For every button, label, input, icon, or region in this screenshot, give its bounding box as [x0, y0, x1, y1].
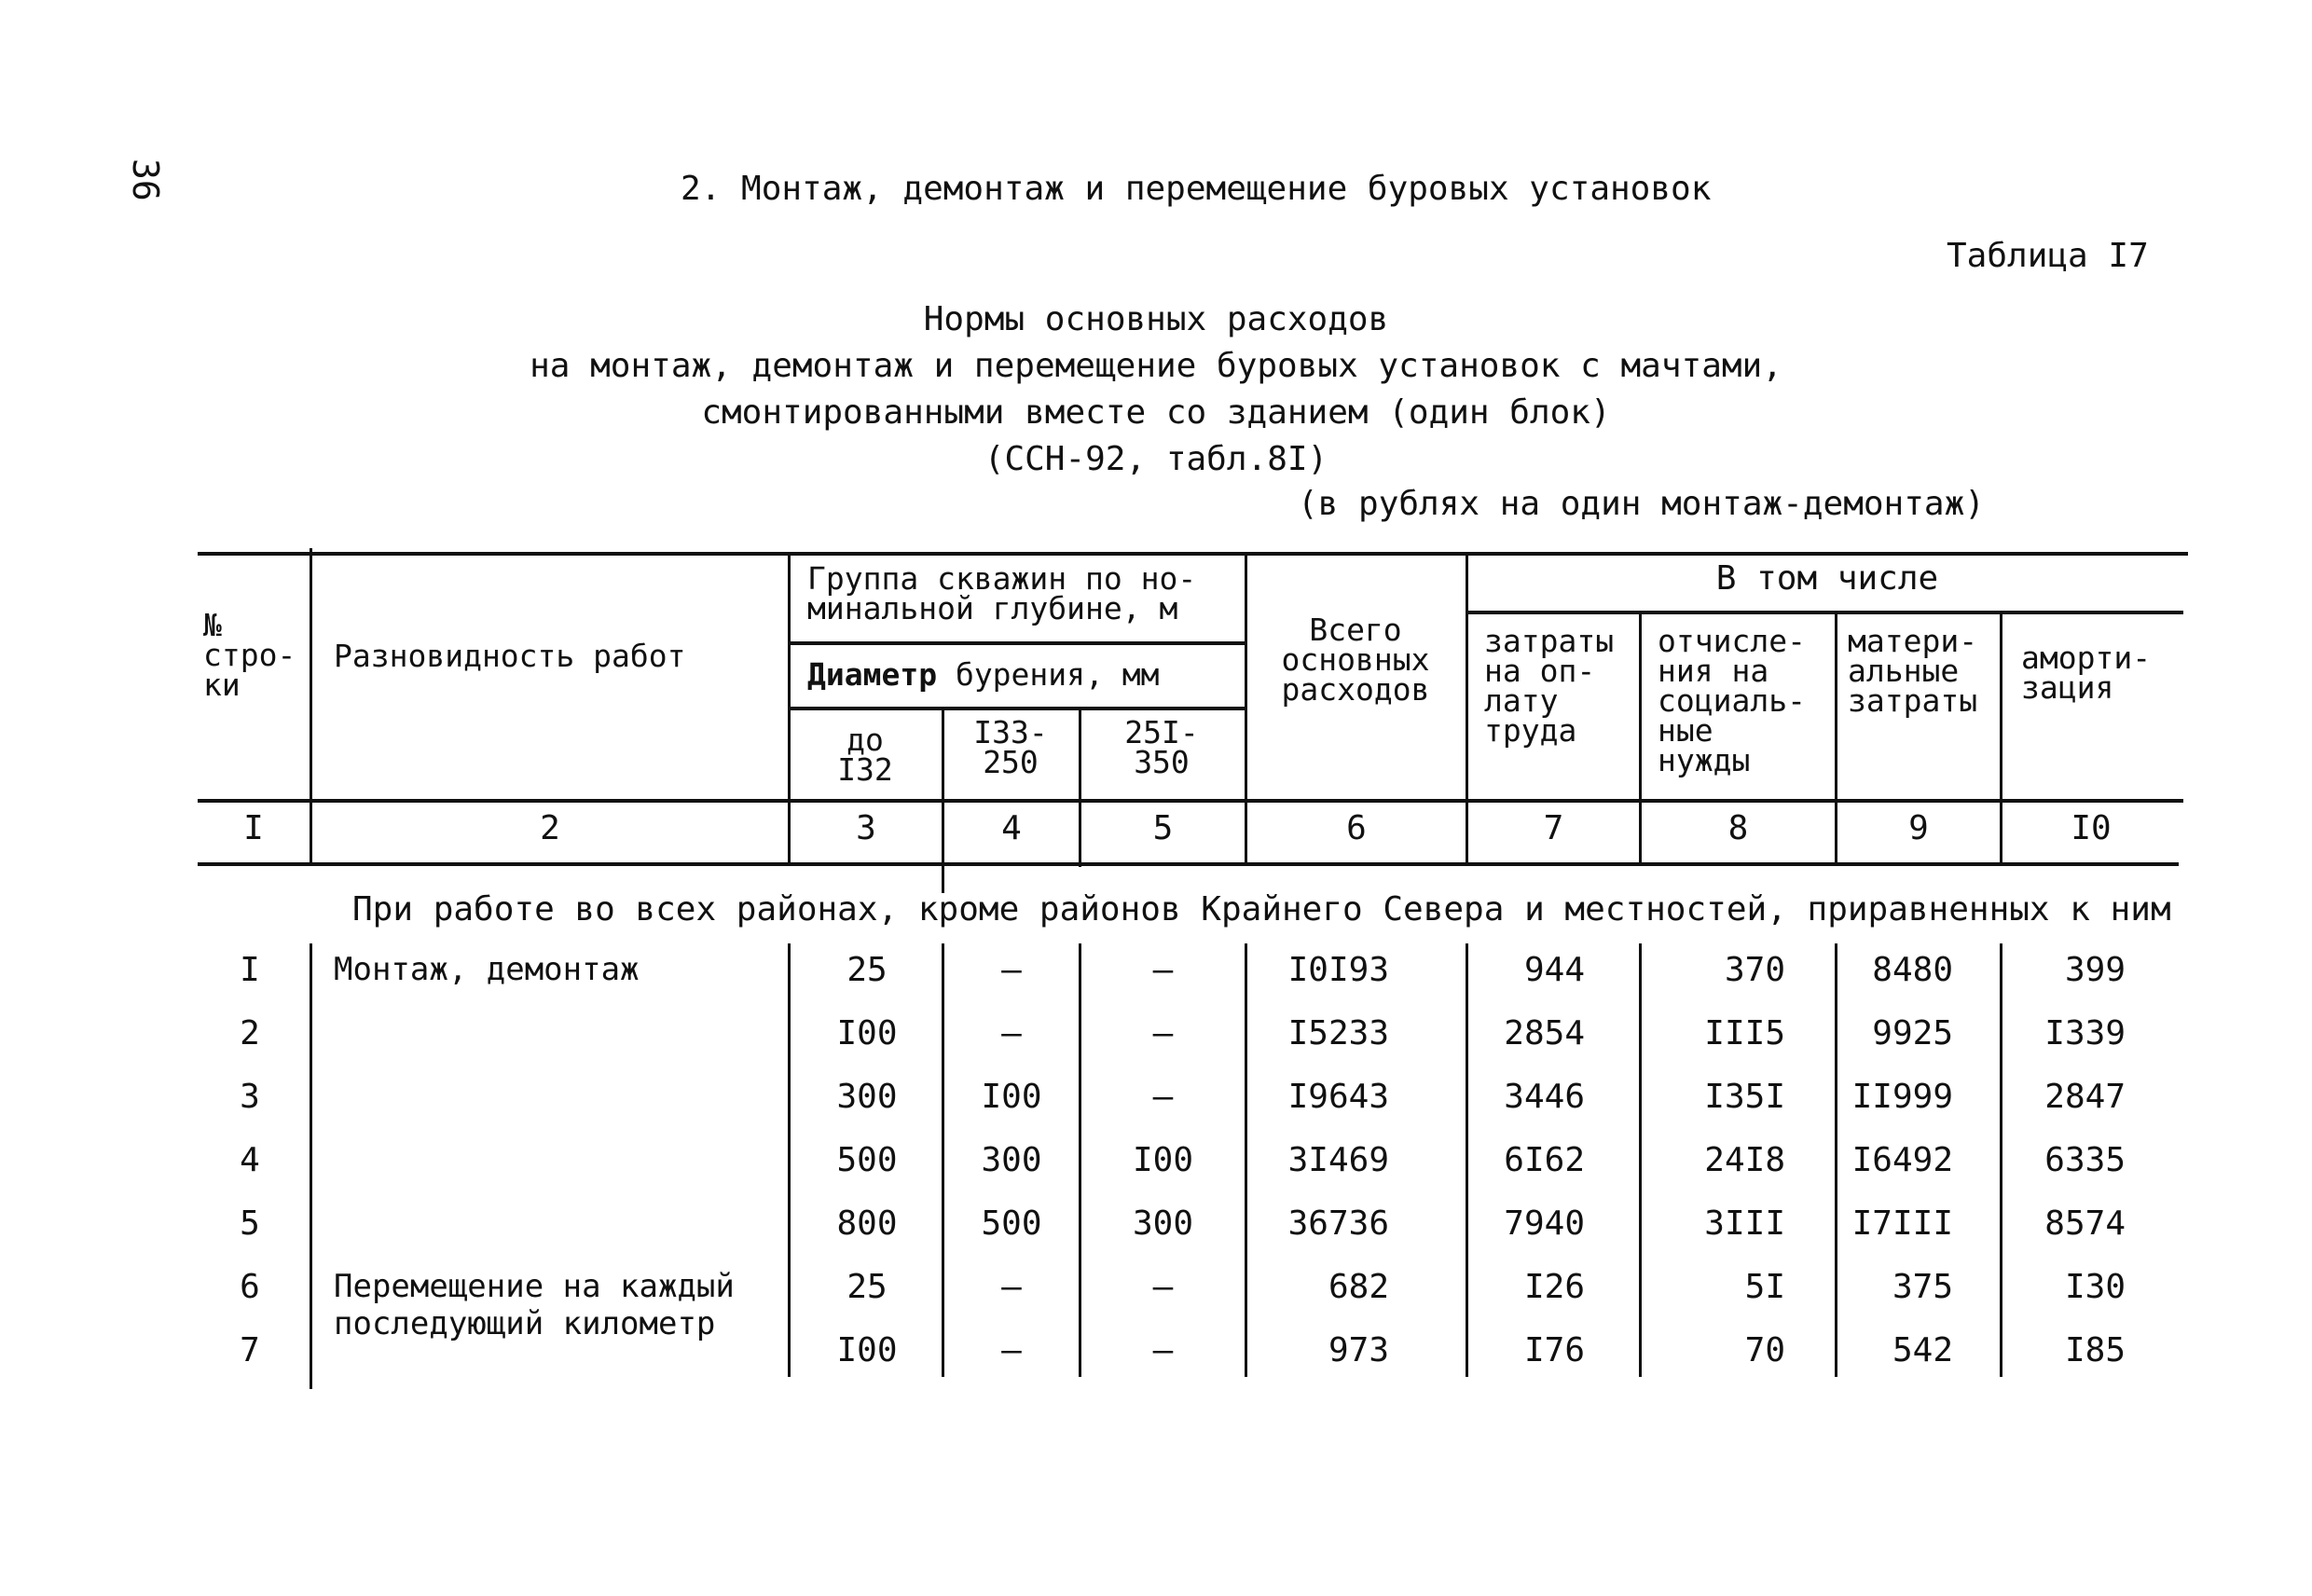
header-d3: [1081, 714, 1242, 780]
col-number: 2: [540, 809, 560, 847]
header-c9-line: затраты: [1848, 682, 1978, 719]
cell-material: 375: [1892, 1268, 1953, 1306]
caption-line-1: Нормы основных расходов: [923, 300, 1389, 338]
cell-depreciation: 399: [2064, 951, 2126, 989]
cell-d1: 800: [836, 1204, 898, 1243]
header-work-type: Разновидность работ: [334, 638, 686, 674]
cell-depreciation: I85: [2064, 1331, 2126, 1369]
cell-material: II999: [1851, 1078, 1953, 1116]
header-c10-line: зация: [2021, 669, 2114, 706]
cell-d1: 25: [846, 1268, 888, 1306]
header-d2-line: 250: [983, 744, 1039, 780]
body-divider-2: [788, 943, 791, 1377]
header-depth-group: [807, 560, 1245, 626]
cell-d2: –: [1001, 1331, 1022, 1369]
header-d3-line: 25I-: [1124, 714, 1199, 750]
colnum-bottom-rule: [198, 862, 2179, 866]
header-row-no-line: ки: [203, 667, 241, 703]
cell-d3: –: [1152, 1078, 1174, 1116]
body-divider-1: [310, 943, 312, 1389]
cell-social: I35I: [1704, 1078, 1785, 1116]
header-d1-line: I32: [837, 751, 893, 788]
cell-social: 370: [1724, 951, 1785, 989]
cell-d1: I00: [836, 1331, 898, 1369]
cell-work-type: Перемещение на каждый: [334, 1268, 735, 1305]
cell-social: III5: [1704, 1014, 1785, 1053]
cell-social: 70: [1744, 1331, 1785, 1369]
header-depreciation: [2021, 640, 2180, 706]
col-number: 5: [1152, 809, 1174, 847]
cell-labor: 3446: [1504, 1078, 1585, 1116]
cell-d3: I00: [1132, 1141, 1194, 1179]
row-number: I: [240, 951, 260, 989]
cell-d1: 25: [846, 951, 888, 989]
row-number: 3: [240, 1078, 260, 1116]
cell-d3: –: [1152, 951, 1174, 989]
diameter-rule: [788, 707, 1245, 710]
including-rule: [1466, 611, 2183, 614]
section-title: 2. Монтаж, демонтаж и перемещение буровых установок: [681, 170, 1712, 208]
cell-depreciation: 2847: [2044, 1078, 2126, 1116]
cell-work-type: Монтаж, демонтаж: [334, 951, 640, 988]
header-c9-line: матери-: [1848, 623, 1978, 659]
row-number: 2: [240, 1014, 260, 1053]
cell-d3: –: [1152, 1268, 1174, 1306]
cell-total: I9643: [1287, 1078, 1389, 1116]
col-number: 9: [1908, 809, 1929, 847]
page-number: 36: [125, 158, 166, 201]
cell-depreciation: 8574: [2044, 1204, 2126, 1243]
cell-d1: 500: [836, 1141, 898, 1179]
cell-total: 36736: [1287, 1204, 1389, 1243]
cell-d3: –: [1152, 1331, 1174, 1369]
header-bottom-rule: [198, 799, 2183, 803]
header-c8-line: отчисле-: [1658, 623, 1806, 659]
cell-d1: 300: [836, 1078, 898, 1116]
body-divider-7: [1639, 943, 1642, 1377]
header-total-line: основных: [1281, 641, 1430, 678]
header-material-costs: [1848, 623, 1997, 719]
header-c8-line: социаль-: [1658, 682, 1806, 719]
cell-labor: 6I62: [1504, 1141, 1585, 1179]
cell-d3: 300: [1132, 1204, 1194, 1243]
col-number: 3: [856, 809, 876, 847]
body-divider-6: [1466, 943, 1468, 1377]
cell-d3: –: [1152, 1014, 1174, 1053]
cell-depreciation: I30: [2064, 1268, 2126, 1306]
header-c7-line: затраты: [1484, 623, 1615, 659]
cell-social: 3III: [1704, 1204, 1785, 1243]
header-c8-line: ния на: [1658, 653, 1769, 689]
header-d2: [944, 714, 1077, 780]
header-total-line: Всего: [1309, 612, 1402, 648]
cell-d1: I00: [836, 1014, 898, 1053]
header-including: В том числе: [1715, 559, 1939, 598]
header-total-line: расходов: [1281, 671, 1430, 708]
cell-material: 9925: [1872, 1014, 1953, 1053]
header-c9-line: альные: [1848, 653, 1960, 689]
cell-material: 542: [1892, 1331, 1953, 1369]
cell-material: I6492: [1851, 1141, 1953, 1179]
header-row-no-line: стро-: [203, 637, 296, 673]
cell-labor: I76: [1523, 1331, 1585, 1369]
body-divider-5: [1245, 943, 1247, 1377]
col-number: 4: [1001, 809, 1022, 847]
table-label: Таблица I7: [1947, 237, 2149, 275]
header-c7-line: труда: [1484, 712, 1577, 749]
cell-d2: 300: [981, 1141, 1042, 1179]
row-number: 6: [240, 1268, 260, 1306]
header-labor-cost: [1484, 623, 1638, 749]
body-divider-9: [2000, 943, 2002, 1377]
row-number: 5: [240, 1204, 260, 1243]
section-row: При работе во всех районах, кроме районов Крайнего Севера и местностей, приравненных к ним: [352, 890, 2171, 929]
cell-social: 5I: [1744, 1268, 1785, 1306]
header-social-charges: [1658, 623, 1835, 778]
header-d1-line: до: [846, 722, 884, 758]
cell-labor: I26: [1523, 1268, 1585, 1306]
header-c7-line: на оп-: [1484, 653, 1596, 689]
cell-d2: –: [1001, 1014, 1022, 1053]
header-depth-line: Группа скважин по но-: [807, 560, 1197, 597]
cell-labor: 7940: [1504, 1204, 1585, 1243]
row-number: 7: [240, 1331, 260, 1369]
header-depth-line: минальной глубине, м: [807, 590, 1178, 626]
cell-depreciation: I339: [2044, 1014, 2126, 1053]
cell-d2: 500: [981, 1204, 1042, 1243]
cell-d2: –: [1001, 1268, 1022, 1306]
header-row-no: [203, 607, 306, 703]
cell-total: 682: [1328, 1268, 1389, 1306]
col-number: 6: [1346, 809, 1367, 847]
cell-total: I0I93: [1287, 951, 1389, 989]
cell-material: 8480: [1872, 951, 1953, 989]
cell-labor: 2854: [1504, 1014, 1585, 1053]
header-c7-line: лату: [1484, 682, 1559, 719]
caption-line-3: смонтированными вместе со зданием (один блок): [701, 393, 1611, 432]
cell-material: I7III: [1851, 1204, 1953, 1243]
header-c8-line: ные: [1658, 712, 1713, 749]
col-number: 7: [1543, 809, 1564, 847]
header-row-no-line: №: [203, 607, 222, 643]
row-number: 4: [240, 1141, 260, 1179]
col-number: I0: [2071, 809, 2112, 847]
header-diameter: [807, 656, 1245, 693]
header-d2-line: I33-: [973, 714, 1048, 750]
col-number: 8: [1727, 809, 1749, 847]
table-top-rule: [198, 552, 2188, 556]
cell-total: 973: [1328, 1331, 1389, 1369]
header-d1: [791, 722, 940, 788]
depth-group-rule: [788, 641, 1245, 645]
header-total: [1247, 612, 1464, 708]
cell-d2: I00: [981, 1078, 1042, 1116]
cell-social: 24I8: [1704, 1141, 1785, 1179]
header-diameter-bold: Диаметр: [807, 656, 938, 693]
cell-total: 3I469: [1287, 1141, 1389, 1179]
cell-work-type: последующий километр: [334, 1305, 716, 1342]
caption-line-2: на монтаж, демонтаж и перемещение буровых установок с мачтами,: [530, 347, 1782, 385]
col-number: I: [243, 809, 264, 847]
header-c10-line: аморти-: [2021, 640, 2152, 676]
cell-depreciation: 6335: [2044, 1141, 2126, 1179]
cell-labor: 944: [1523, 951, 1585, 989]
caption-line-4: (ССН-92, табл.8I): [984, 440, 1328, 478]
cell-d2: –: [1001, 951, 1022, 989]
header-d3-line: 350: [1134, 744, 1190, 780]
units-note: (в рублях на один монтаж-демонтаж): [1298, 485, 1985, 523]
header-c8-line: нужды: [1658, 742, 1751, 778]
cell-total: I5233: [1287, 1014, 1389, 1053]
header-diameter-rest: бурения, мм: [937, 656, 1160, 693]
